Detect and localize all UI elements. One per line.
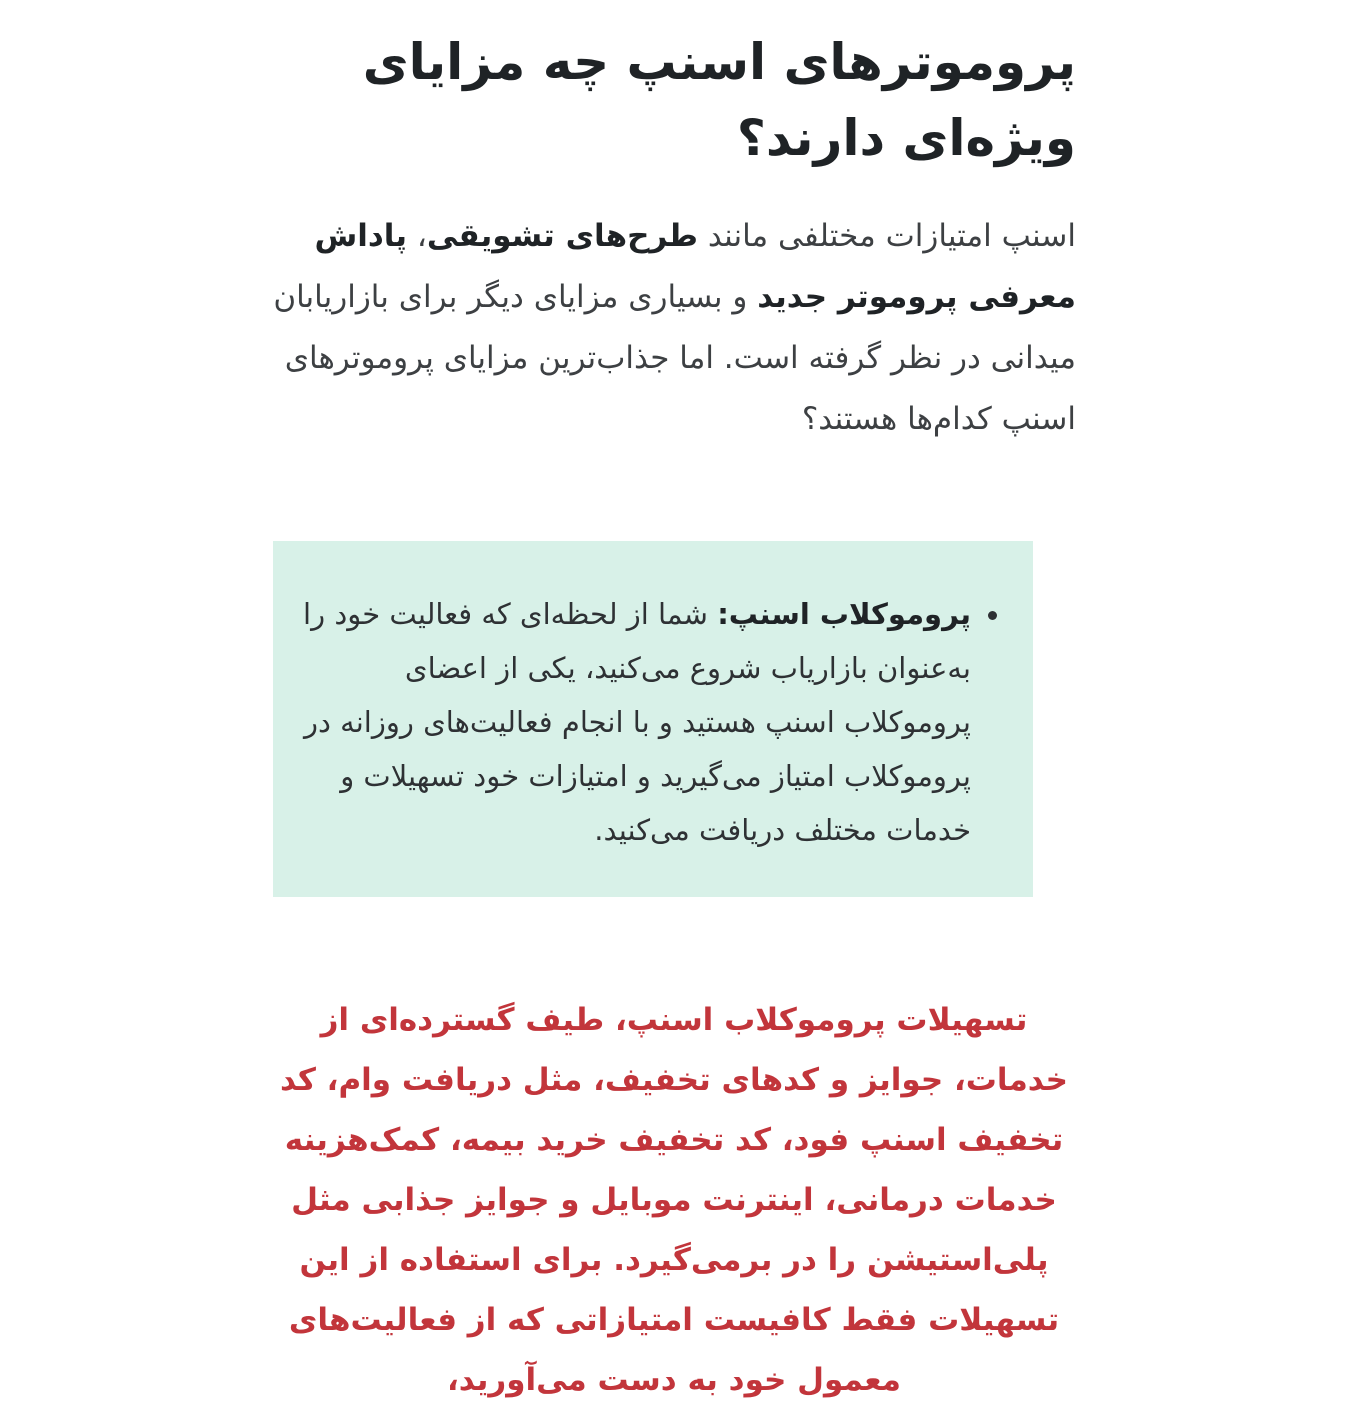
intro-separator: ،: [407, 218, 427, 254]
section-heading: پروموترهای اسنپ چه مزایای ویژه‌ای دارند؟: [362, 33, 1076, 167]
list-item: [293, 587, 971, 857]
callout-bold-label: پروموکلاب اسنپ:: [717, 597, 971, 631]
intro-text-start: اسنپ امتیازات مختلفی مانند: [698, 218, 1076, 254]
callout-list: [293, 587, 1001, 857]
intro-bold-referral: پاداش معرفی پروموتر جدید: [314, 218, 1076, 315]
bullet-icon: [988, 611, 997, 620]
callout-text: شما از لحظه‌ای که فعالیت خود را به‌عنوان بازاریاب شروع می‌کنید، یکی از اعضای پروموکلاب اسنپ هستید و با انجام فعالیت‌های روزانه در پروموکلاب امتیاز می‌گیرید و امتیازات خود تسهیلات و خدمات مختلف دریافت می‌کنید.: [303, 597, 971, 847]
intro-bold-incentives: طرح‌های تشویقی: [426, 218, 698, 254]
highlight-paragraph: تسهیلات پروموکلاب اسنپ، طیف گسترده‌ای از خدمات، جوایز و کدهای تخفیف، مثل دریافت وام، کد تخفیف اسنپ فود، کد تخفیف خرید بیمه، کمک‌هزینه خدمات درمانی، اینترنت موبایل و جوایز جذابی مثل پلی‌استیشن را در برمی‌گیرد. برای استفاده از این تسهیلات فقط کافیست امتیازاتی که از فعالیت‌های معمول خود به دست می‌آورید،: [279, 1002, 1069, 1398]
article-body: [272, 0, 1076, 450]
promoclub-callout: [273, 541, 1033, 897]
intro-paragraph: [272, 206, 1076, 450]
intro-text-end: و بسیاری مزایای دیگر برای بازاریابان میدانی در نظر گرفته است. اما جذاب‌ترین مزایای پروموترهای اسنپ کدام‌ها هستند؟: [273, 279, 1076, 437]
